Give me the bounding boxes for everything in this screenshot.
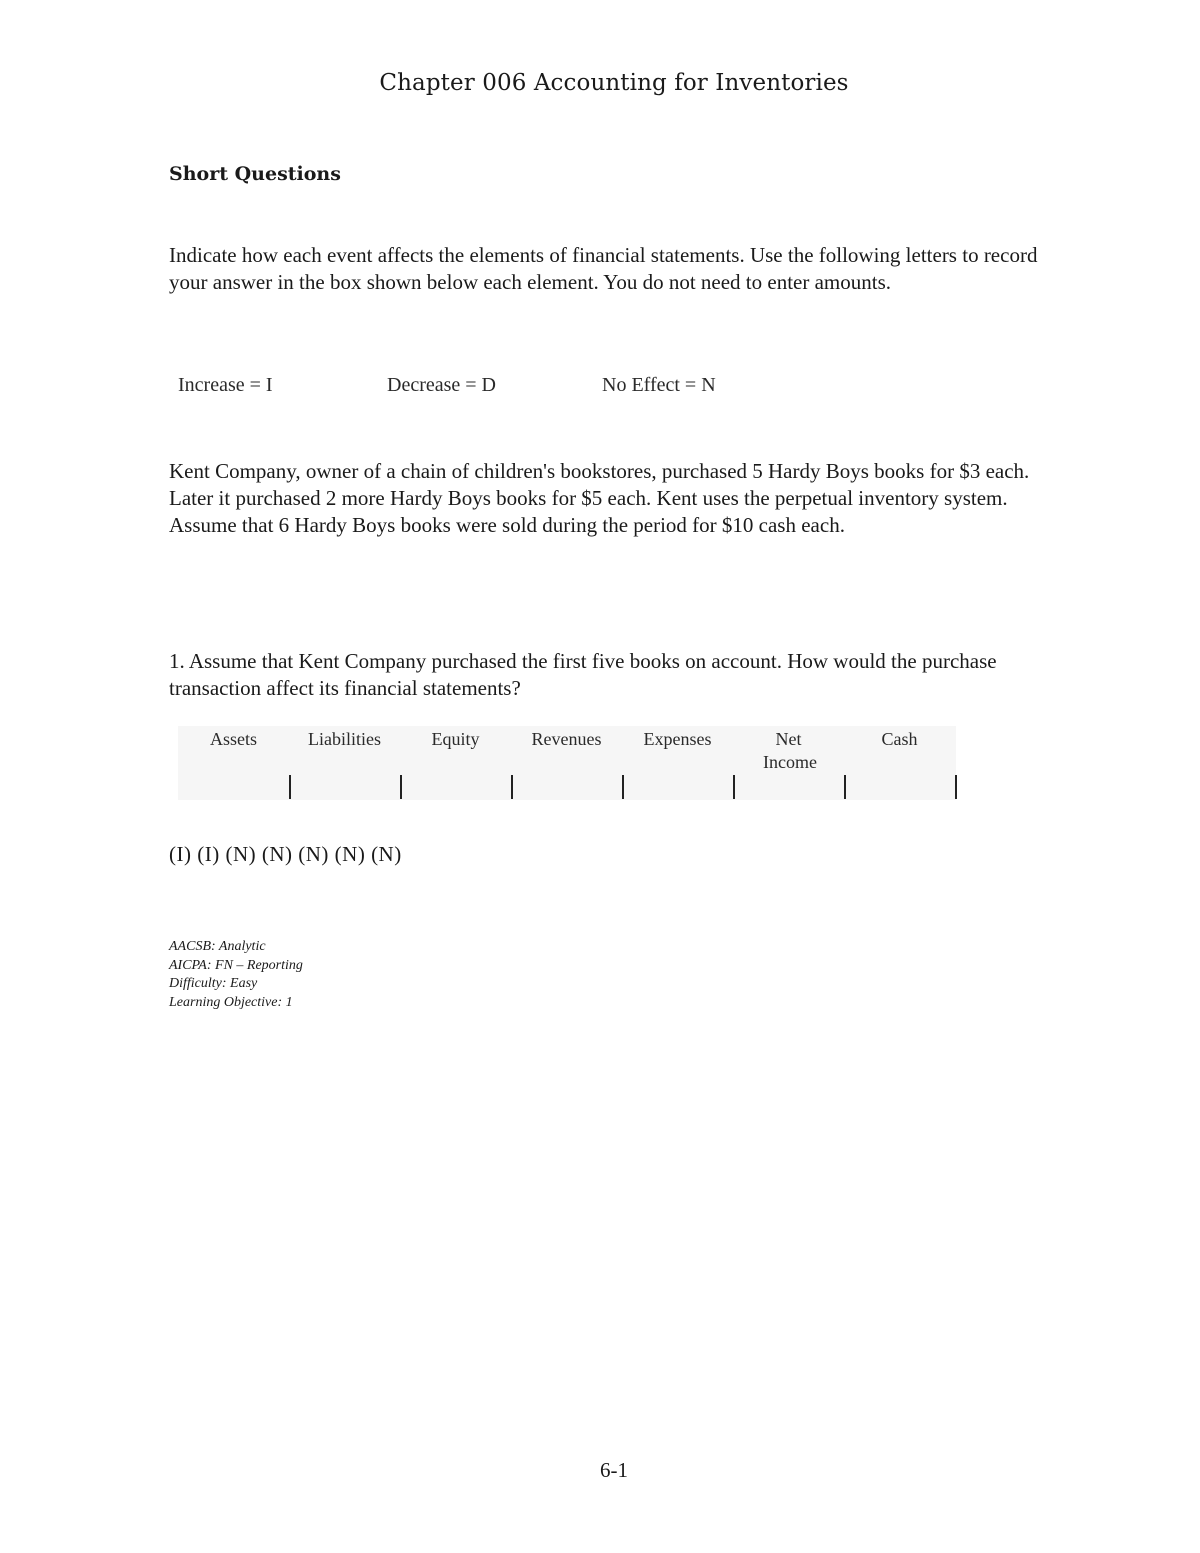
answer-box-divider xyxy=(400,775,402,799)
legend-increase: Increase = I xyxy=(178,374,273,396)
answer-box-divider xyxy=(511,775,513,799)
answer-key: (I) (I) (N) (N) (N) (N) (N) xyxy=(169,842,402,866)
meta-difficulty: Difficulty: Easy xyxy=(169,976,258,991)
column-header: Assets xyxy=(209,729,257,749)
answer-box-divider xyxy=(289,775,291,799)
meta-aacsb: AACSB: Analytic xyxy=(169,939,266,954)
scenario-paragraph: Kent Company, owner of a chain of children's bookstores, purchased 5 Hardy Boys books for $3 each. Later it purchased 2 more Hardy Boys books for $5 each. Kent uses the perpetual inventory system. Assume that 6 Hardy Boys books were sold during the period for $10 cash each. xyxy=(169,459,1030,537)
column-header: Liabilities xyxy=(308,729,381,749)
question-paragraph: 1. Assume that Kent Company purchased the first five books on account. How would the purchase transaction affect its financial statements? xyxy=(169,649,997,700)
answer-box-divider xyxy=(955,775,957,799)
column-header: Net Income xyxy=(763,729,817,772)
column-header: Expenses xyxy=(643,729,712,749)
answer-box-divider xyxy=(622,775,624,799)
answer-box-divider xyxy=(733,775,735,799)
legend-no-effect: No Effect = N xyxy=(602,374,716,396)
question-metadata xyxy=(169,938,303,1012)
meta-learning-objective: Learning Objective: 1 xyxy=(169,994,293,1010)
legend-decrease: Decrease = D xyxy=(387,374,496,396)
meta-aicpa: AICPA: FN – Reporting xyxy=(169,957,303,973)
column-header: Equity xyxy=(431,729,480,749)
effects-table xyxy=(178,726,958,802)
page-number: 6-1 xyxy=(600,1458,628,1482)
section-heading: Short Questions xyxy=(169,163,341,185)
instructions-paragraph: Indicate how each event affects the elements of financial statements. Use the following letters to record your answer in the box shown below each element. You do not need to enter amounts. xyxy=(169,243,1038,294)
column-header: Cash xyxy=(881,729,918,749)
page-title: Chapter 006 Accounting for Inventories xyxy=(379,70,849,96)
column-header: Revenues xyxy=(531,729,602,749)
answer-box-divider xyxy=(844,775,846,799)
